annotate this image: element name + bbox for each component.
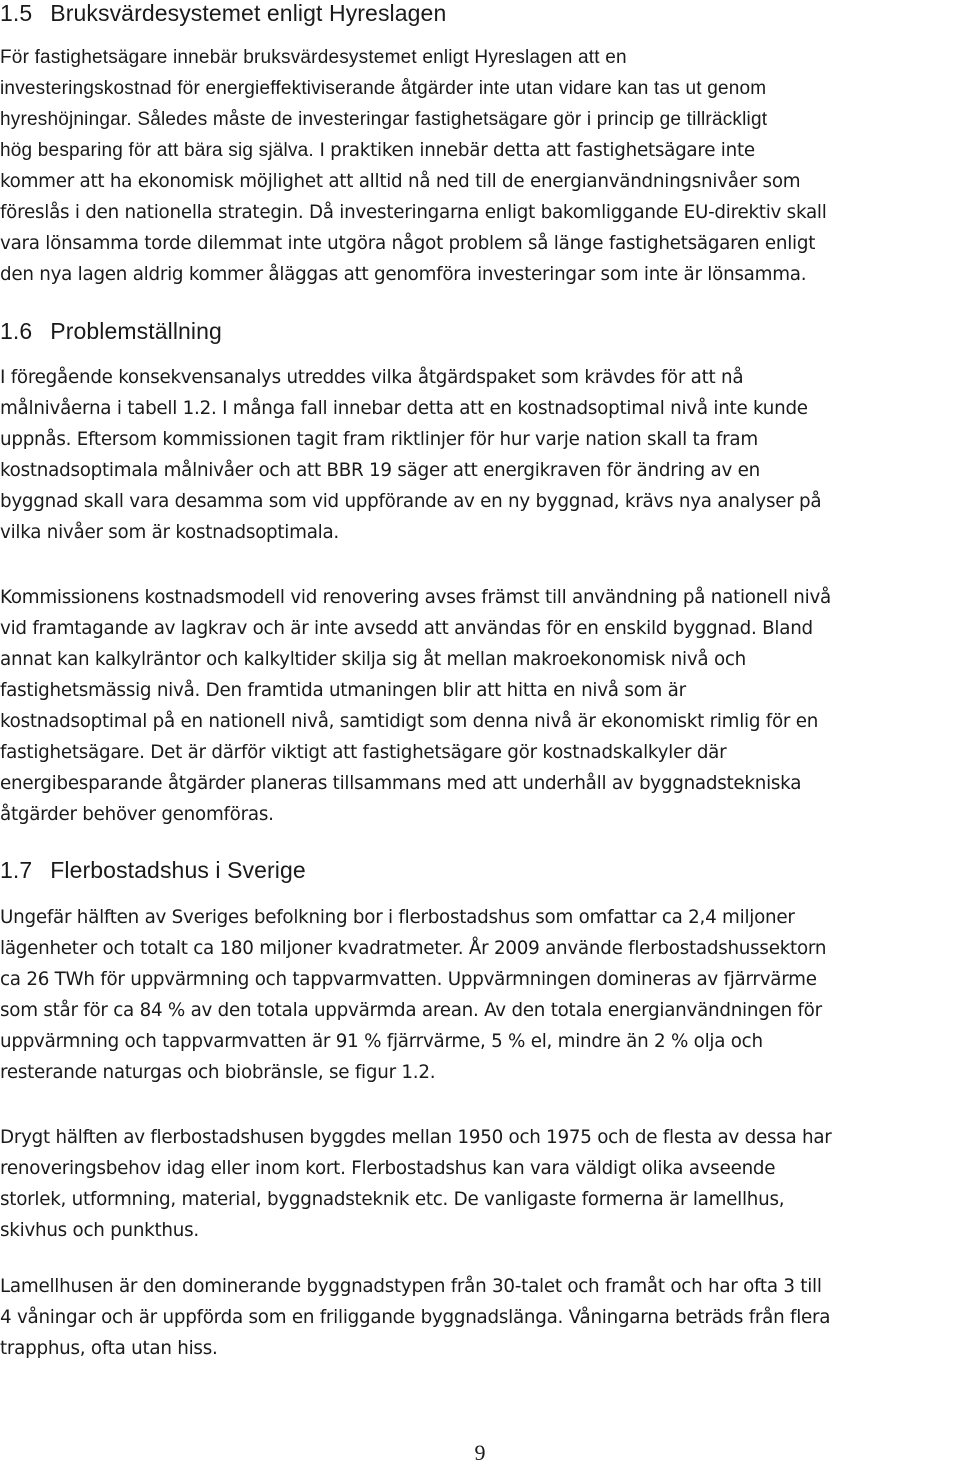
- text-line: renoveringsbehov idag eller inom kort. Flerbostadshus kan vara väldigt olika avseende: [0, 1158, 776, 1179]
- paragraph-1-6-a: [0, 362, 960, 548]
- text-run: Då investeringarna enligt bakomliggande EU-direktiv skall: [303, 202, 827, 223]
- text-line: [0, 135, 960, 166]
- text-line: uppvärmning och tappvarmvatten är 91 % fjärrvärme, 5 % el, mindre än 2 % olja och: [0, 1031, 763, 1052]
- text-line: trapphus, ofta utan hiss.: [0, 1338, 218, 1359]
- text-line: åtgärder behöver genomföras.: [0, 804, 274, 825]
- text-line: Kommissionens kostnadsmodell vid renovering avses främst till användning på nationell nivå: [0, 587, 831, 608]
- paragraph-1-7-b: [0, 1122, 960, 1246]
- text-line: resterande naturgas och biobränsle, se figur 1.2.: [0, 1062, 436, 1083]
- text-line: kostnadsoptimala målnivåer och att BBR 19 säger att energikraven för ändring av en: [0, 460, 760, 481]
- text-line: Drygt hälften av flerbostadshusen byggdes mellan 1950 och 1975 och de flesta av dessa har: [0, 1127, 832, 1148]
- paragraph-1-7-a: [0, 902, 960, 1088]
- paragraph-1-5: [0, 42, 960, 290]
- text-line: fastighetsmässig nivå. Den framtida utmaningen blir att hitta en nivå som är: [0, 680, 686, 701]
- text-line: Ungefär hälften av Sveriges befolkning bor i flerbostadshus som omfattar ca 2,4 miljoner: [0, 907, 795, 928]
- section-number: 1.6: [0, 318, 33, 344]
- text-line: vilka nivåer som är kostnadsoptimala.: [0, 522, 339, 543]
- page-number: 9: [474, 1440, 486, 1465]
- text-line: hyreshöjningar. Således måste de investeringar fastighetsägare gör i princip ge tillräckligt: [0, 109, 768, 130]
- text-line: ca 26 TWh för uppvärmning och tappvarmvatten. Uppvärmningen domineras av fjärrvärme: [0, 969, 817, 990]
- text-line: som står för ca 84 % av den totala uppvärmda arean. Av den totala energianvändningen för: [0, 1000, 822, 1021]
- section-heading-1-7: [0, 857, 306, 884]
- text-line: målnivåerna i tabell 1.2. I många fall innebar detta att en kostnadsoptimal nivå inte kunde: [0, 398, 808, 419]
- text-line: den nya lagen aldrig kommer åläggas att genomföra investeringar som inte är lönsamma.: [0, 264, 807, 285]
- text-line: uppnås. Eftersom kommissionen tagit fram riktlinjer för hur varje nation skall ta fram: [0, 429, 758, 450]
- text-line: annat kan kalkylräntor och kalkyltider skilja sig åt mellan makroekonomisk nivå och: [0, 649, 747, 670]
- text-line: investeringskostnad för energieffektiviserande åtgärder inte utan vidare kan tas ut genom: [0, 78, 767, 99]
- text-line: lägenheter och totalt ca 180 miljoner kvadratmeter. År 2009 använde flerbostadshussektorn: [0, 938, 827, 959]
- text-line: skivhus och punkthus.: [0, 1220, 199, 1241]
- text-run: I praktiken innebär detta att fastighetsägare inte: [313, 140, 755, 161]
- section-title: Problemställning: [50, 318, 222, 344]
- text-line: energibesparande åtgärder planeras tillsammans med att underhåll av byggnadstekniska: [0, 773, 802, 794]
- text-line: vid framtagande av lagkrav och är inte avsedd att användas för en enskild byggnad. Bland: [0, 618, 813, 639]
- section-number: 1.5: [0, 0, 33, 26]
- text-line: byggnad skall vara desamma som vid uppförande av en ny byggnad, krävs nya analyser på: [0, 491, 822, 512]
- paragraph-1-7-c: [0, 1271, 960, 1364]
- text-run: hög besparing för att bära sig själva.: [0, 140, 314, 161]
- text-line: I föregående konsekvensanalys utreddes vilka åtgärdspaket som krävdes för att nå: [0, 367, 744, 388]
- text-line: Lamellhusen är den dominerande byggnadstypen från 30-talet och framåt och har ofta 3 till: [0, 1276, 822, 1297]
- section-heading-1-5: [0, 0, 446, 27]
- text-run: föreslås i den nationella strategin.: [0, 202, 304, 223]
- text-line: kostnadsoptimal på en nationell nivå, samtidigt som denna nivå är ekonomiskt rimlig för en: [0, 711, 819, 732]
- paragraph-1-6-b: [0, 582, 960, 830]
- text-line: För fastighetsägare innebär bruksvärdesystemet enligt Hyreslagen att en: [0, 47, 627, 68]
- section-number: 1.7: [0, 857, 33, 883]
- text-line: storlek, utformning, material, byggnadsteknik etc. De vanligaste formerna är lamellhus,: [0, 1189, 785, 1210]
- section-title: Bruksvärdesystemet enligt Hyreslagen: [50, 0, 447, 26]
- section-title: Flerbostadshus i Sverige: [50, 857, 306, 883]
- text-line: kommer att ha ekonomisk möjlighet att alltid nå ned till de energianvändningsnivåer som: [0, 171, 801, 192]
- text-line: 4 våningar och är uppförda som en friliggande byggnadslänga. Våningarna beträds från flera: [0, 1307, 831, 1328]
- text-line: [0, 197, 960, 228]
- section-heading-1-6: [0, 318, 222, 345]
- text-line: fastighetsägare. Det är därför viktigt att fastighetsägare gör kostnadskalkyler där: [0, 742, 727, 763]
- text-line: vara lönsamma torde dilemmat inte utgöra något problem så länge fastighetsägaren enligt: [0, 233, 816, 254]
